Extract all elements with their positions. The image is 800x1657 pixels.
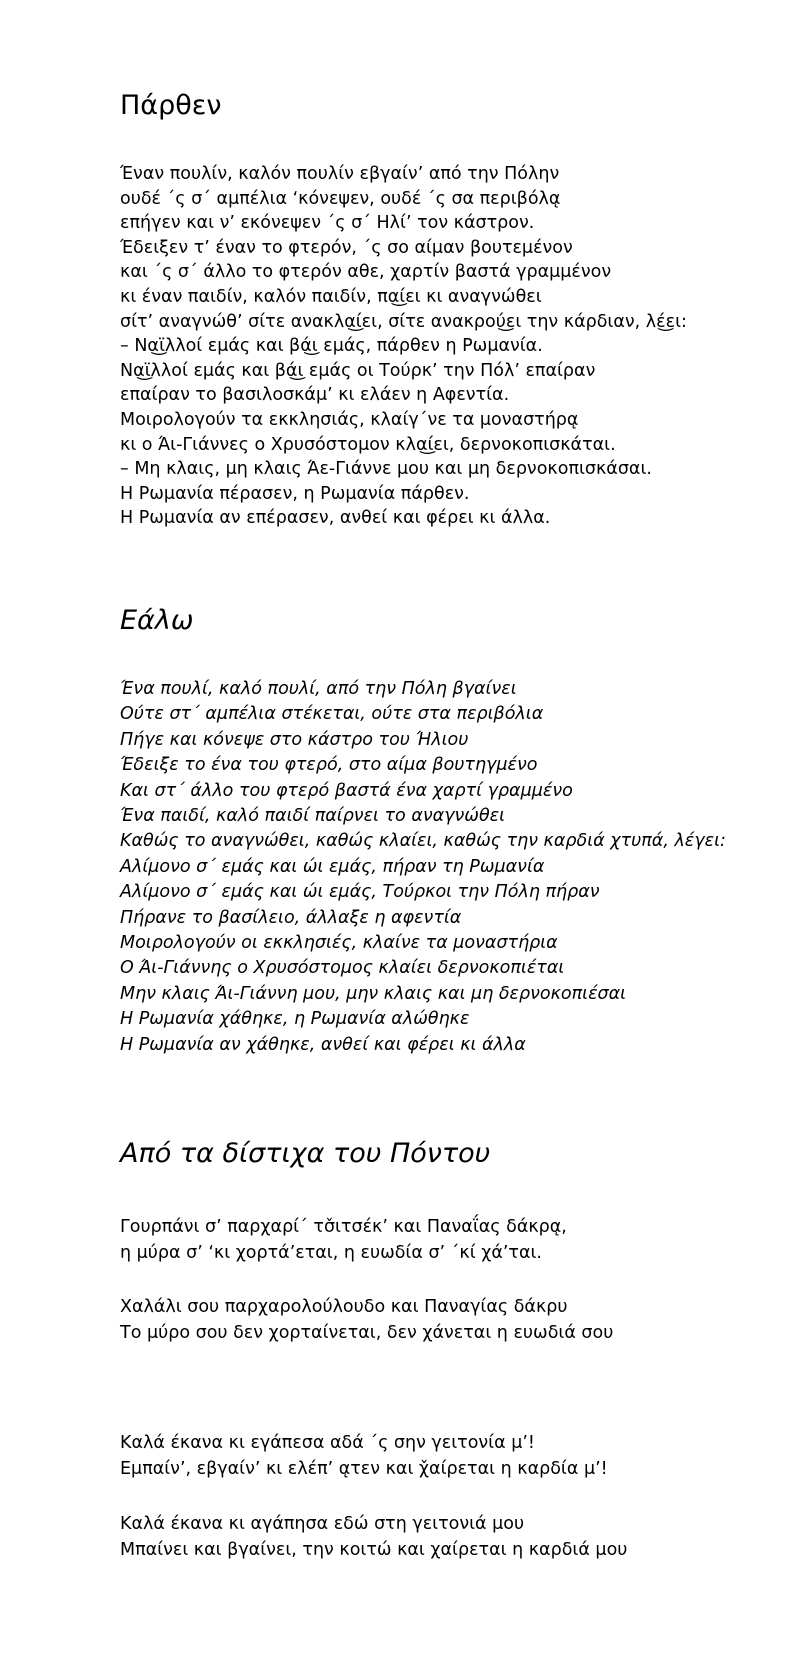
poem-title: Πάρθεν bbox=[120, 90, 222, 121]
verse-line: Έδειξε το ένα του φτερό, στο αίμα βουτηγμένο bbox=[120, 755, 538, 776]
poem-title: Εάλω bbox=[120, 605, 194, 636]
verse-line: επαίραν το βασιλοσκάμ’ κι ελάεν η Αφεντία. bbox=[120, 385, 510, 406]
verse-line: Ούτε στ΄ αμπέλια στέκεται, ούτε στα περιβόλια bbox=[120, 704, 544, 725]
verse-line: Η Ρωμανία πέρασεν, η Ρωμανία πάρθεν. bbox=[120, 483, 470, 504]
verse-line: Καλά έκανα κι αγάπησα εδώ στη γειτονιά μου bbox=[120, 1514, 525, 1534]
verse-line: – Να͜ϊλλοί εμάς και βά͜ι εμάς, πάρθεν η Ρωμανία. bbox=[120, 336, 543, 357]
verse-line: Μοιρολογούν οι εκκλησιές, κλαίνε τα μοναστήρια bbox=[120, 933, 558, 954]
verse-line: Η Ρωμανία αν χάθηκε, ανθεί και φέρει κι άλλα bbox=[120, 1034, 526, 1055]
verse-line: Γουρπάνι σ’ παρχαρί΄ τσ̌ιτσέκ’ και Παναΐας δάκρα̨, bbox=[120, 1217, 567, 1237]
verse-line: Πήρανε το βασίλειο, άλλαξε η αφεντία bbox=[120, 907, 462, 928]
stanza-lines bbox=[120, 1430, 608, 1482]
verse-line: Αλίμονο σ΄ εμάς και ώι εμάς, πήραν τη Ρωμανία bbox=[120, 856, 545, 877]
section-title: Από τα δίστιχα του Πόντου bbox=[120, 1138, 491, 1169]
verse-line: Να͜ϊλλοί εμάς και βά͜ι εμάς οι Τούρκ’ την Πόλ’ επαίραν bbox=[120, 360, 596, 381]
stanza-lines bbox=[120, 1294, 613, 1346]
verse-line: Έναν πουλίν, καλόν πουλίν εβγαίν’ από την Πόλην bbox=[120, 164, 560, 184]
verse-line: Και στ΄ άλλο του φτερό βαστά ένα χαρτί γραμμένο bbox=[120, 780, 573, 801]
verse-line: Αλίμονο σ΄ εμάς και ώι εμάς, Τούρκοι την Πόλη πήραν bbox=[120, 882, 600, 903]
verse-line: Ο Άι-Γιάννης ο Χρυσόστομος κλαίει δερνοκοπιέται bbox=[120, 958, 565, 979]
poem-verses bbox=[120, 162, 687, 531]
verse-line: Μοιρολογούν τα εκκλησιάς, κλαίγ΄νε τα μοναστήρα̨ bbox=[120, 409, 579, 430]
verse-line: Μπαίνει και βγαίνει, την κοιτώ και χαίρεται η καρδιά μου bbox=[120, 1540, 628, 1560]
verse-line: Καλά έκανα κι εγάπεσα αδά ΄ς σην γειτονία μ’! bbox=[120, 1433, 535, 1453]
poem-verses bbox=[120, 677, 726, 1058]
verse-line: Χαλάλι σου παρχαρολούλουδο και Παναγίας δάκρυ bbox=[120, 1297, 568, 1317]
verse-line: Εμπαίν’, εβγαίν’ κι ελέπ’ α̨τεν και χ̌αίρεται η καρδία μ’! bbox=[120, 1459, 608, 1479]
verse-line: – Μη κλαις, μη κλαις Άε-Γιάννε μου και μη δερνοκοπισκάσαι. bbox=[120, 459, 652, 480]
verse-line: η μύρα σ’ ‘κι χορτά’εται, η ευωδία σ’ ΄κί χά’ται. bbox=[120, 1243, 542, 1263]
verse-line: σίτ’ αναγνώθ’ σίτε ανακλα͜ίει, σίτε ανακρού͜ει την κάρδιαν, λέ͜ει: bbox=[120, 311, 687, 332]
verse-line: και ΄ς σ΄ άλλο το φτερόν αθε, χαρτίν βαστά γραμμένον bbox=[120, 262, 612, 283]
stanza-lines bbox=[120, 1511, 627, 1563]
verse-line: Πήγε και κόνεψε στο κάστρο του Ήλιου bbox=[120, 729, 469, 750]
verse-line: Η Ρωμανία αν επέρασεν, ανθεί και φέρει κι άλλα. bbox=[120, 508, 551, 529]
verse-line: Καθώς το αναγνώθει, καθώς κλαίει, καθώς την καρδιά χτυπά, λέγει: bbox=[120, 831, 726, 852]
verse-line: Ένα παιδί, καλό παιδί παίρνει το αναγνώθει bbox=[120, 806, 506, 827]
poem-parthen bbox=[120, 90, 780, 529]
verse-line: Το μύρο σου δεν χορταίνεται, δεν χάνεται η ευωδιά σου bbox=[120, 1323, 614, 1343]
verse-line: Έδειξεν τ’ έναν το φτερόν, ΄ς σο αίμαν βουτεμένον bbox=[120, 237, 573, 258]
verse-line: Η Ρωμανία χάθηκε, η Ρωμανία αλώθηκε bbox=[120, 1009, 470, 1030]
verse-line: ουδέ ΄ς σ΄ αμπέλια ‘κόνεψεν, ουδέ ΄ς σα περιβόλα̨ bbox=[120, 188, 561, 209]
verse-line: κι ο Άι-Γιάννες ο Χρυσόστομον κλα͜ίει, δερνοκοπισκάται. bbox=[120, 434, 616, 455]
distichs-section bbox=[120, 1138, 780, 1170]
verse-line: κι έναν παιδίν, καλόν παιδίν, πα͜ίει κι αναγνώθει bbox=[120, 286, 542, 307]
stanza-lines bbox=[120, 1214, 567, 1266]
poem-ealo bbox=[120, 605, 780, 1055]
verse-line: Μην κλαις Άι-Γιάννη μου, μην κλαις και μη δερνοκοπιέσαι bbox=[120, 983, 627, 1004]
verse-line: Ένα πουλί, καλό πουλί, από την Πόλη βγαίνει bbox=[120, 679, 517, 699]
verse-line: επήγεν και ν’ εκόνεψεν ΄ς σ΄ Ηλί’ τον κάστρον. bbox=[120, 213, 535, 234]
